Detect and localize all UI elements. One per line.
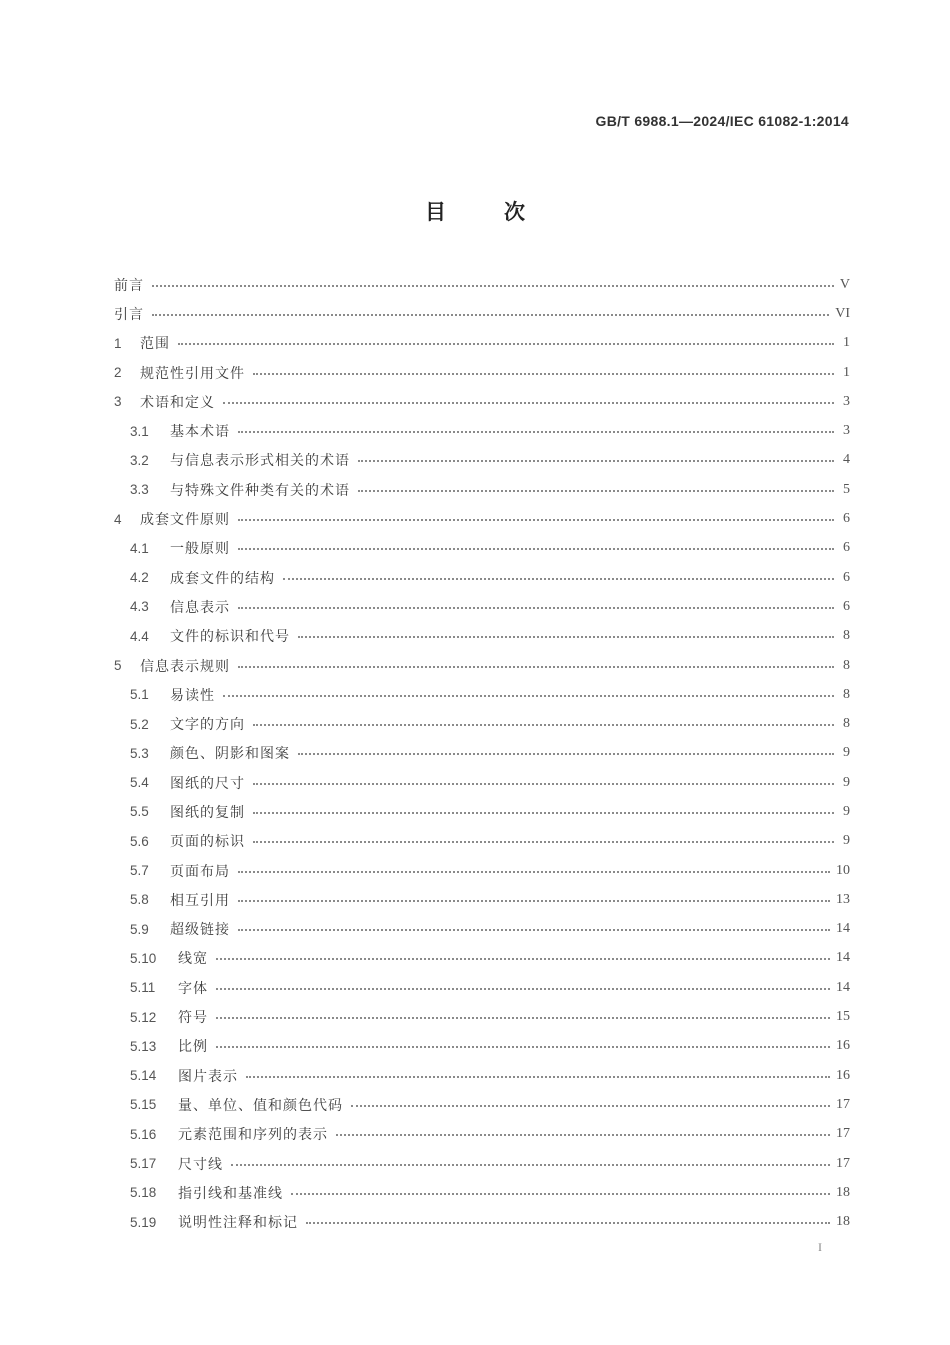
toc-dot-leader: [306, 1222, 830, 1224]
toc-entry[interactable]: [114, 1178, 850, 1207]
toc-entry[interactable]: [114, 680, 850, 709]
toc-entry-number: 5.5: [130, 804, 149, 820]
toc-entry[interactable]: [114, 299, 850, 328]
toc-entry-label: 基本术语: [170, 424, 230, 441]
toc-entry-label: 图纸的尺寸: [170, 775, 245, 792]
toc-entry-page: 10: [836, 862, 850, 878]
toc-entry-page: 17: [836, 1096, 850, 1112]
toc-entry-page: 3: [843, 423, 850, 439]
toc-entry-page: 6: [843, 540, 850, 556]
toc-dot-leader: [152, 314, 829, 316]
toc-entry[interactable]: [114, 1002, 850, 1031]
toc-entry-label: 字体: [178, 980, 208, 997]
toc-entry-label: 信息表示规则: [140, 658, 230, 675]
toc-entry[interactable]: [114, 504, 850, 533]
toc-entry-number: 3: [114, 394, 122, 410]
toc-entry-label: 术语和定义: [140, 394, 215, 411]
toc-entry-label: 比例: [178, 1039, 208, 1056]
toc-dot-leader: [336, 1134, 830, 1136]
toc-dot-leader: [291, 1193, 830, 1195]
toc-dot-leader: [238, 607, 834, 609]
toc-entry-page: 17: [836, 1126, 850, 1142]
toc-entry[interactable]: [114, 709, 850, 738]
toc-entry[interactable]: [114, 797, 850, 826]
toc-entry-page: 9: [843, 745, 850, 761]
toc-entry-label: 页面布局: [170, 863, 230, 880]
toc-dot-leader: [238, 548, 834, 550]
toc-entry[interactable]: [114, 885, 850, 914]
toc-entry-page: V: [839, 276, 850, 292]
toc-entry-number: 5.2: [130, 716, 149, 732]
toc-dot-leader: [223, 402, 834, 404]
toc-entry[interactable]: [114, 475, 850, 504]
toc-entry-page: 8: [843, 716, 850, 732]
page-number: I: [818, 1240, 822, 1254]
toc-entry-label: 颜色、阴影和图案: [170, 746, 290, 763]
toc-dot-leader: [283, 578, 834, 580]
toc-dot-leader: [351, 1105, 830, 1107]
toc-entry-label: 尺寸线: [178, 1156, 223, 1173]
toc-entry-label: 说明性注释和标记: [178, 1215, 298, 1232]
toc-entry-number: 5.13: [130, 1038, 157, 1054]
toc-entry[interactable]: [114, 1061, 850, 1090]
toc-entry-number: 5.16: [130, 1126, 157, 1142]
toc-entry[interactable]: [114, 416, 850, 445]
toc-entry-label: 与信息表示形式相关的术语: [170, 453, 350, 470]
toc-entry-page: 18: [836, 1214, 850, 1230]
toc-entry-page: 9: [843, 774, 850, 790]
toc-entry-number: 5.18: [130, 1185, 157, 1201]
toc-dot-leader: [216, 1046, 830, 1048]
toc-entry-number: 3.2: [130, 452, 149, 468]
toc-entry[interactable]: [114, 329, 850, 358]
toc-entry[interactable]: [114, 651, 850, 680]
toc-dot-leader: [216, 958, 830, 960]
toc-entry-label: 线宽: [178, 951, 208, 968]
toc-entry-label: 相互引用: [170, 892, 230, 909]
toc-entry-label: 元素范围和序列的表示: [178, 1127, 328, 1144]
toc-entry[interactable]: [114, 739, 850, 768]
toc-entry-page: 18: [836, 1184, 850, 1200]
toc-entry-label: 前言: [114, 277, 144, 294]
toc-entry-number: 5.6: [130, 833, 149, 849]
toc-dot-leader: [216, 1017, 830, 1019]
toc-dot-leader: [358, 490, 834, 492]
toc-entry[interactable]: [114, 1208, 850, 1237]
toc-entry-label: 指引线和基准线: [178, 1185, 283, 1202]
toc-entry[interactable]: [114, 856, 850, 885]
toc-entry[interactable]: [114, 1032, 850, 1061]
toc-dot-leader: [238, 666, 834, 668]
toc-dot-leader: [246, 1076, 830, 1078]
toc-entry-number: 3.1: [130, 423, 149, 439]
toc-entry-page: 8: [843, 628, 850, 644]
toc-dot-leader: [253, 812, 834, 814]
toc-entry-number: 5.15: [130, 1097, 157, 1113]
toc-entry-page: 6: [843, 511, 850, 527]
toc-entry-page: 9: [843, 833, 850, 849]
toc-entry-number: 5.12: [130, 1009, 157, 1025]
toc-dot-leader: [178, 343, 834, 345]
toc-entry-number: 5.7: [130, 863, 149, 879]
toc-entry-label: 图片表示: [178, 1068, 238, 1085]
toc-entry[interactable]: [114, 768, 850, 797]
toc-entry-label: 与特殊文件种类有关的术语: [170, 482, 350, 499]
toc-entry-number: 5.10: [130, 950, 157, 966]
toc-entry[interactable]: [114, 446, 850, 475]
toc-entry-page: 1: [843, 335, 850, 351]
toc-entry-page: 6: [843, 569, 850, 585]
toc-entry-page: 4: [843, 452, 850, 468]
toc-entry-page: 8: [843, 657, 850, 673]
toc-entry[interactable]: [114, 622, 850, 651]
toc-dot-leader: [253, 841, 834, 843]
toc-entry-label: 成套文件原则: [140, 512, 230, 529]
toc-entry-number: 4.2: [130, 570, 149, 586]
toc-entry-number: 5.1: [130, 687, 149, 703]
toc-entry[interactable]: [114, 592, 850, 621]
toc-entry-number: 4.1: [130, 540, 149, 556]
toc-entry[interactable]: [114, 973, 850, 1002]
toc-dot-leader: [253, 373, 834, 375]
toc-entry-page: 3: [843, 393, 850, 409]
toc-entry-number: 5.3: [130, 745, 149, 761]
toc-entry[interactable]: [114, 358, 850, 387]
toc-dot-leader: [298, 753, 834, 755]
toc-entry-page: 15: [836, 1009, 850, 1025]
toc-entry-number: 5: [114, 658, 122, 673]
toc-dot-leader: [238, 929, 830, 931]
toc-entry-number: 5.9: [130, 921, 149, 937]
toc-entry-page: VI: [835, 305, 850, 321]
toc-entry-number: 5.8: [130, 892, 149, 908]
toc-entry-page: 8: [843, 686, 850, 702]
toc-entry-page: 14: [836, 979, 850, 995]
toc-entry-number: 5.14: [130, 1068, 157, 1084]
toc-entry-label: 范围: [140, 336, 170, 353]
toc-entry-label: 信息表示: [170, 599, 230, 616]
toc-entry-number: 5.19: [130, 1214, 157, 1230]
toc-entry-page: 6: [843, 598, 850, 614]
toc-entry-page: 14: [836, 950, 850, 966]
toc-entry-label: 引言: [114, 306, 144, 323]
toc-entry-label: 一般原则: [170, 541, 230, 558]
toc-dot-leader: [223, 695, 834, 697]
toc-entry[interactable]: [114, 915, 850, 944]
toc-entry[interactable]: [114, 270, 850, 299]
toc-dot-leader: [238, 900, 830, 902]
toc-entry[interactable]: [114, 534, 850, 563]
toc-entry-page: 14: [836, 921, 850, 937]
toc-entry-page: 1: [843, 364, 850, 380]
toc-dot-leader: [253, 783, 834, 785]
toc-dot-leader: [238, 431, 834, 433]
toc-entry-number: 4: [114, 511, 122, 527]
toc-entry-page: 9: [843, 803, 850, 819]
toc-entry[interactable]: [114, 387, 850, 416]
toc-dot-leader: [238, 519, 834, 521]
toc-entry-label: 图纸的复制: [170, 804, 245, 821]
toc-entry[interactable]: [114, 1120, 850, 1149]
toc-entry-label: 易读性: [170, 687, 215, 704]
toc-entry-page: 16: [836, 1067, 850, 1083]
toc-entry[interactable]: [114, 1090, 850, 1119]
toc-entry[interactable]: [114, 827, 850, 856]
standard-code: GB/T 6988.1—2024/IEC 61082-1:2014: [595, 113, 849, 129]
toc-entry-page: 5: [843, 481, 850, 497]
toc-entry-label: 符号: [178, 1010, 208, 1027]
toc-entry-label: 文字的方向: [170, 717, 245, 734]
table-of-contents: [114, 270, 850, 1237]
toc-entry[interactable]: [114, 944, 850, 973]
toc-entry-number: 5.11: [130, 980, 156, 996]
toc-entry[interactable]: [114, 563, 850, 592]
toc-entry-label: 规范性引用文件: [140, 365, 245, 382]
toc-dot-leader: [298, 636, 834, 638]
toc-entry-page: 17: [836, 1155, 850, 1171]
toc-dot-leader: [358, 460, 834, 462]
toc-entry-number: 5.17: [130, 1156, 157, 1172]
toc-entry-number: 1: [114, 335, 122, 351]
toc-entry-label: 页面的标识: [170, 834, 245, 851]
toc-entry[interactable]: [114, 1149, 850, 1178]
toc-entry-number: 2: [114, 365, 122, 381]
toc-entry-label: 量、单位、值和颜色代码: [178, 1097, 343, 1114]
toc-dot-leader: [231, 1164, 830, 1166]
toc-entry-number: 5.4: [130, 775, 149, 791]
toc-entry-label: 文件的标识和代号: [170, 629, 290, 646]
toc-dot-leader: [238, 871, 830, 873]
toc-entry-label: 成套文件的结构: [170, 570, 275, 587]
toc-entry-number: 4.3: [130, 599, 149, 615]
toc-dot-leader: [253, 724, 834, 726]
toc-entry-page: 13: [836, 891, 850, 907]
page-title: 目次: [425, 200, 583, 224]
toc-entry-number: 4.4: [130, 628, 149, 644]
toc-entry-number: 3.3: [130, 482, 149, 498]
toc-entry-page: 16: [836, 1038, 850, 1054]
toc-dot-leader: [216, 988, 830, 990]
toc-entry-label: 超级链接: [170, 922, 230, 939]
toc-dot-leader: [152, 285, 834, 287]
